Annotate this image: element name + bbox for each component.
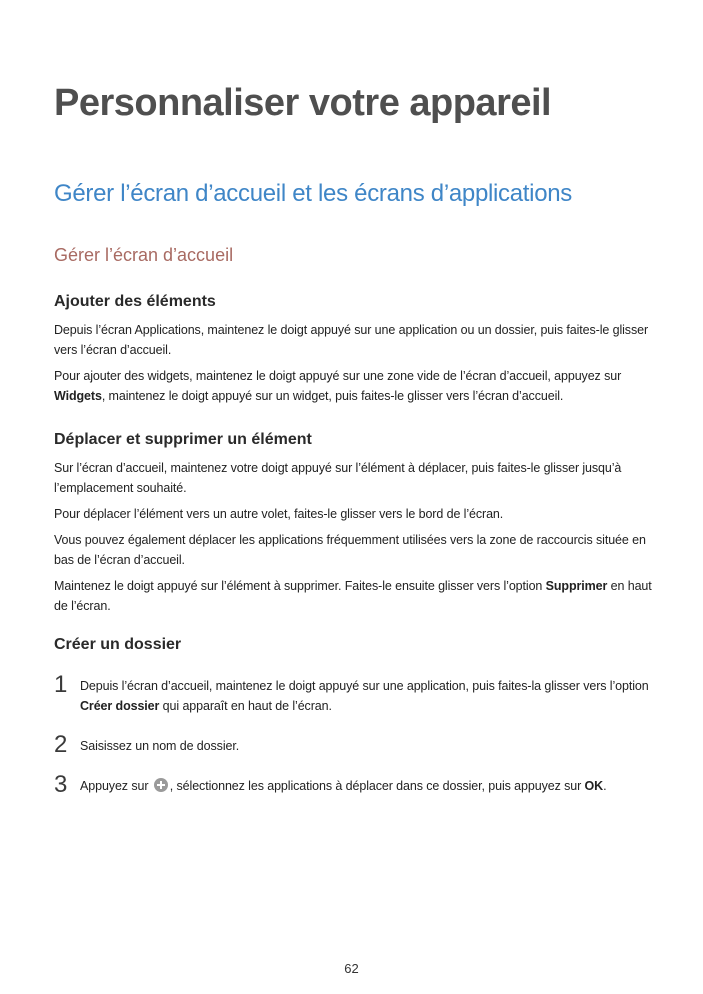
step-number: 3 (54, 771, 68, 798)
text-segment: Depuis l’écran d’accueil, maintenez le doigt appuyé sur une application, puis faites-la glisser vers l’option (80, 679, 649, 693)
step-number: 1 (54, 671, 68, 698)
move-delete-paragraph-3: Vous pouvez également déplacer les applications fréquemment utilisées vers la zone de raccourcis située en bas de l’écran d’accueil. (54, 533, 646, 567)
subsection-title: Gérer l’écran d’accueil (54, 245, 234, 265)
move-delete-paragraph-4 (54, 576, 652, 616)
move-delete-section (54, 431, 652, 622)
text-segment: Saisissez un nom de dossier. (80, 739, 240, 753)
step-item (54, 771, 652, 798)
page-number: 62 (344, 961, 359, 976)
create-folder-steps (54, 671, 652, 798)
text-segment: en haut de l’écran. (54, 579, 652, 613)
ok-option-label: OK (584, 779, 604, 793)
step-item (54, 671, 652, 716)
step-number: 2 (54, 731, 68, 758)
move-delete-paragraph-2: Pour déplacer l’élément vers un autre volet, faites-le glisser vers le bord de l’écran. (54, 507, 504, 521)
move-delete-heading: Déplacer et supprimer un élément (54, 431, 312, 448)
chapter-title: Personnaliser votre appareil (54, 82, 552, 124)
text-segment: Pour ajouter des widgets, maintenez le doigt appuyé sur une zone vide de l’écran d’accueil, appuyez sur (54, 369, 622, 383)
text-segment: , maintenez le doigt appuyé sur un widget, puis faites-le glisser vers l’écran d’accueil. (101, 389, 564, 403)
plus-icon (154, 778, 168, 792)
add-items-heading: Ajouter des éléments (54, 293, 216, 310)
creer-dossier-option-label: Créer dossier (80, 699, 160, 713)
add-items-paragraph-2 (54, 366, 652, 406)
add-items-section (54, 293, 652, 412)
text-segment: , sélectionnez les applications à déplacer dans ce dossier, puis appuyez sur (169, 779, 585, 793)
text-segment: qui apparaît en haut de l’écran. (159, 699, 332, 713)
create-folder-heading: Créer un dossier (54, 636, 182, 653)
section-title: Gérer l’écran d’accueil et les écrans d’applications (54, 180, 573, 207)
move-delete-paragraph-1: Sur l’écran d’accueil, maintenez votre doigt appuyé sur l’élément à déplacer, puis faites-le glisser jusqu’à l’emplacement souhaité. (54, 461, 622, 495)
step-item (54, 731, 652, 758)
supprimer-option-label: Supprimer (545, 579, 608, 593)
text-segment: Appuyez sur (80, 779, 152, 793)
text-segment: Maintenez le doigt appuyé sur l’élément à supprimer. Faites-le ensuite glisser vers l’option (54, 579, 546, 593)
create-folder-section (54, 636, 652, 796)
widgets-option-label: Widgets (54, 389, 102, 403)
text-segment: . (603, 779, 607, 793)
add-items-paragraph-1: Depuis l’écran Applications, maintenez le doigt appuyé sur une application ou un dossier, puis faites-le glisser vers l’écran d’accueil. (54, 323, 649, 357)
